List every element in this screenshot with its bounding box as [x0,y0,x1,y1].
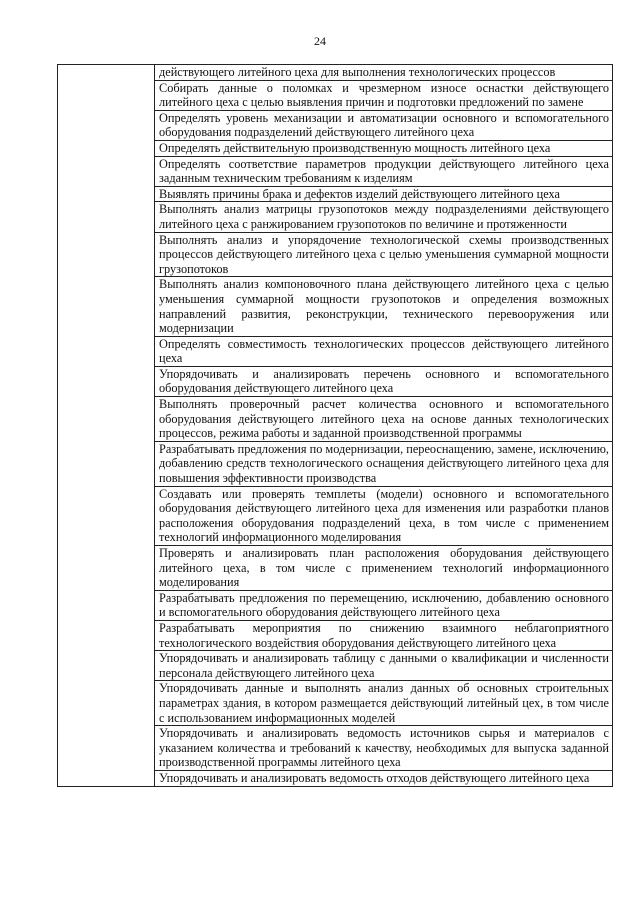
table-cell: Упорядочивать и анализировать ведомость источников сырья и материалов с указанием количества и требований к качеству, необходимых для выпуска заданной производственной программы литейного цеха [155,726,613,771]
table-cell: Выполнять анализ матрицы грузопотоков между подразделениями действующего литейного цеха с ранжированием грузопотоков по величине и протяженности [155,202,613,232]
labor-functions-table [57,64,613,787]
table-cell: Упорядочивать и анализировать таблицу с данными о квалификации и численности персонала действующего литейного цеха [155,651,613,681]
left-empty-column [58,65,155,787]
table-cell: Проверять и анализировать план расположения оборудования действующего литейного цеха, в том числе с применением технологий информационного моделирования [155,546,613,591]
table-cell: Определять совместимость технологических процессов действующего литейного цеха [155,336,613,366]
table-cell: Создавать или проверять темплеты (модели) основного и вспомогательного оборудования действующего литейного цеха для изменения или разработки планов расположения оборудования подразделений цеха, в том числе с применением технологий информационного моделирования [155,486,613,545]
table-cell: действующего литейного цеха для выполнения технологических процессов [155,65,613,81]
table-cell: Определять действительную производственную мощность литейного цеха [155,140,613,156]
table-cell: Упорядочивать и анализировать ведомость отходов действующего литейного цеха [155,770,613,786]
table-cell: Разрабатывать предложения по перемещению, исключению, добавлению основного и вспомогательного оборудования действующего литейного цеха [155,590,613,620]
table-cell: Выявлять причины брака и дефектов изделий действующего литейного цеха [155,186,613,202]
table-cell: Собирать данные о поломках и чрезмерном износе оснастки действующего литейного цеха с целью выявления причин и подготовки предложений по замене [155,80,613,110]
table-cell: Выполнять анализ компоновочного плана действующего литейного цеха с целью уменьшения суммарной мощности грузопотоков и определения возможных направлений развития, реконструкции, технического перевооружения или модернизации [155,277,613,336]
page-number: 24 [314,34,326,48]
table-row [58,65,613,81]
table-cell: Определять уровень механизации и автоматизации основного и вспомогательного оборудования подразделений действующего литейного цеха [155,110,613,140]
table-cell: Упорядочивать данные и выполнять анализ данных об основных строительных параметрах здания, в котором размещается действующий литейный цех, в том числе с использованием информационных моделей [155,681,613,726]
table-cell: Определять соответствие параметров продукции действующего литейного цеха заданным техническим требованиям к изделиям [155,156,613,186]
table-cell: Выполнять анализ и упорядочение технологической схемы производственных процессов действующего литейного цеха с целью уменьшения суммарной мощности грузопотоков [155,232,613,277]
table-cell: Разрабатывать предложения по модернизации, переоснащению, замене, исключению, добавлению средств технологического оснащения действующего литейного цеха для повышения эффективности производства [155,441,613,486]
table-cell: Выполнять проверочный расчет количества основного и вспомогательного оборудования действующего литейного цеха на основе данных технологических процессов, режима работы и заданной производственной программы [155,397,613,442]
table-cell: Упорядочивать и анализировать перечень основного и вспомогательного оборудования действующего литейного цеха [155,366,613,396]
table-cell: Разрабатывать мероприятия по снижению взаимного неблагоприятного технологического воздействия оборудования действующего литейного цеха [155,620,613,650]
